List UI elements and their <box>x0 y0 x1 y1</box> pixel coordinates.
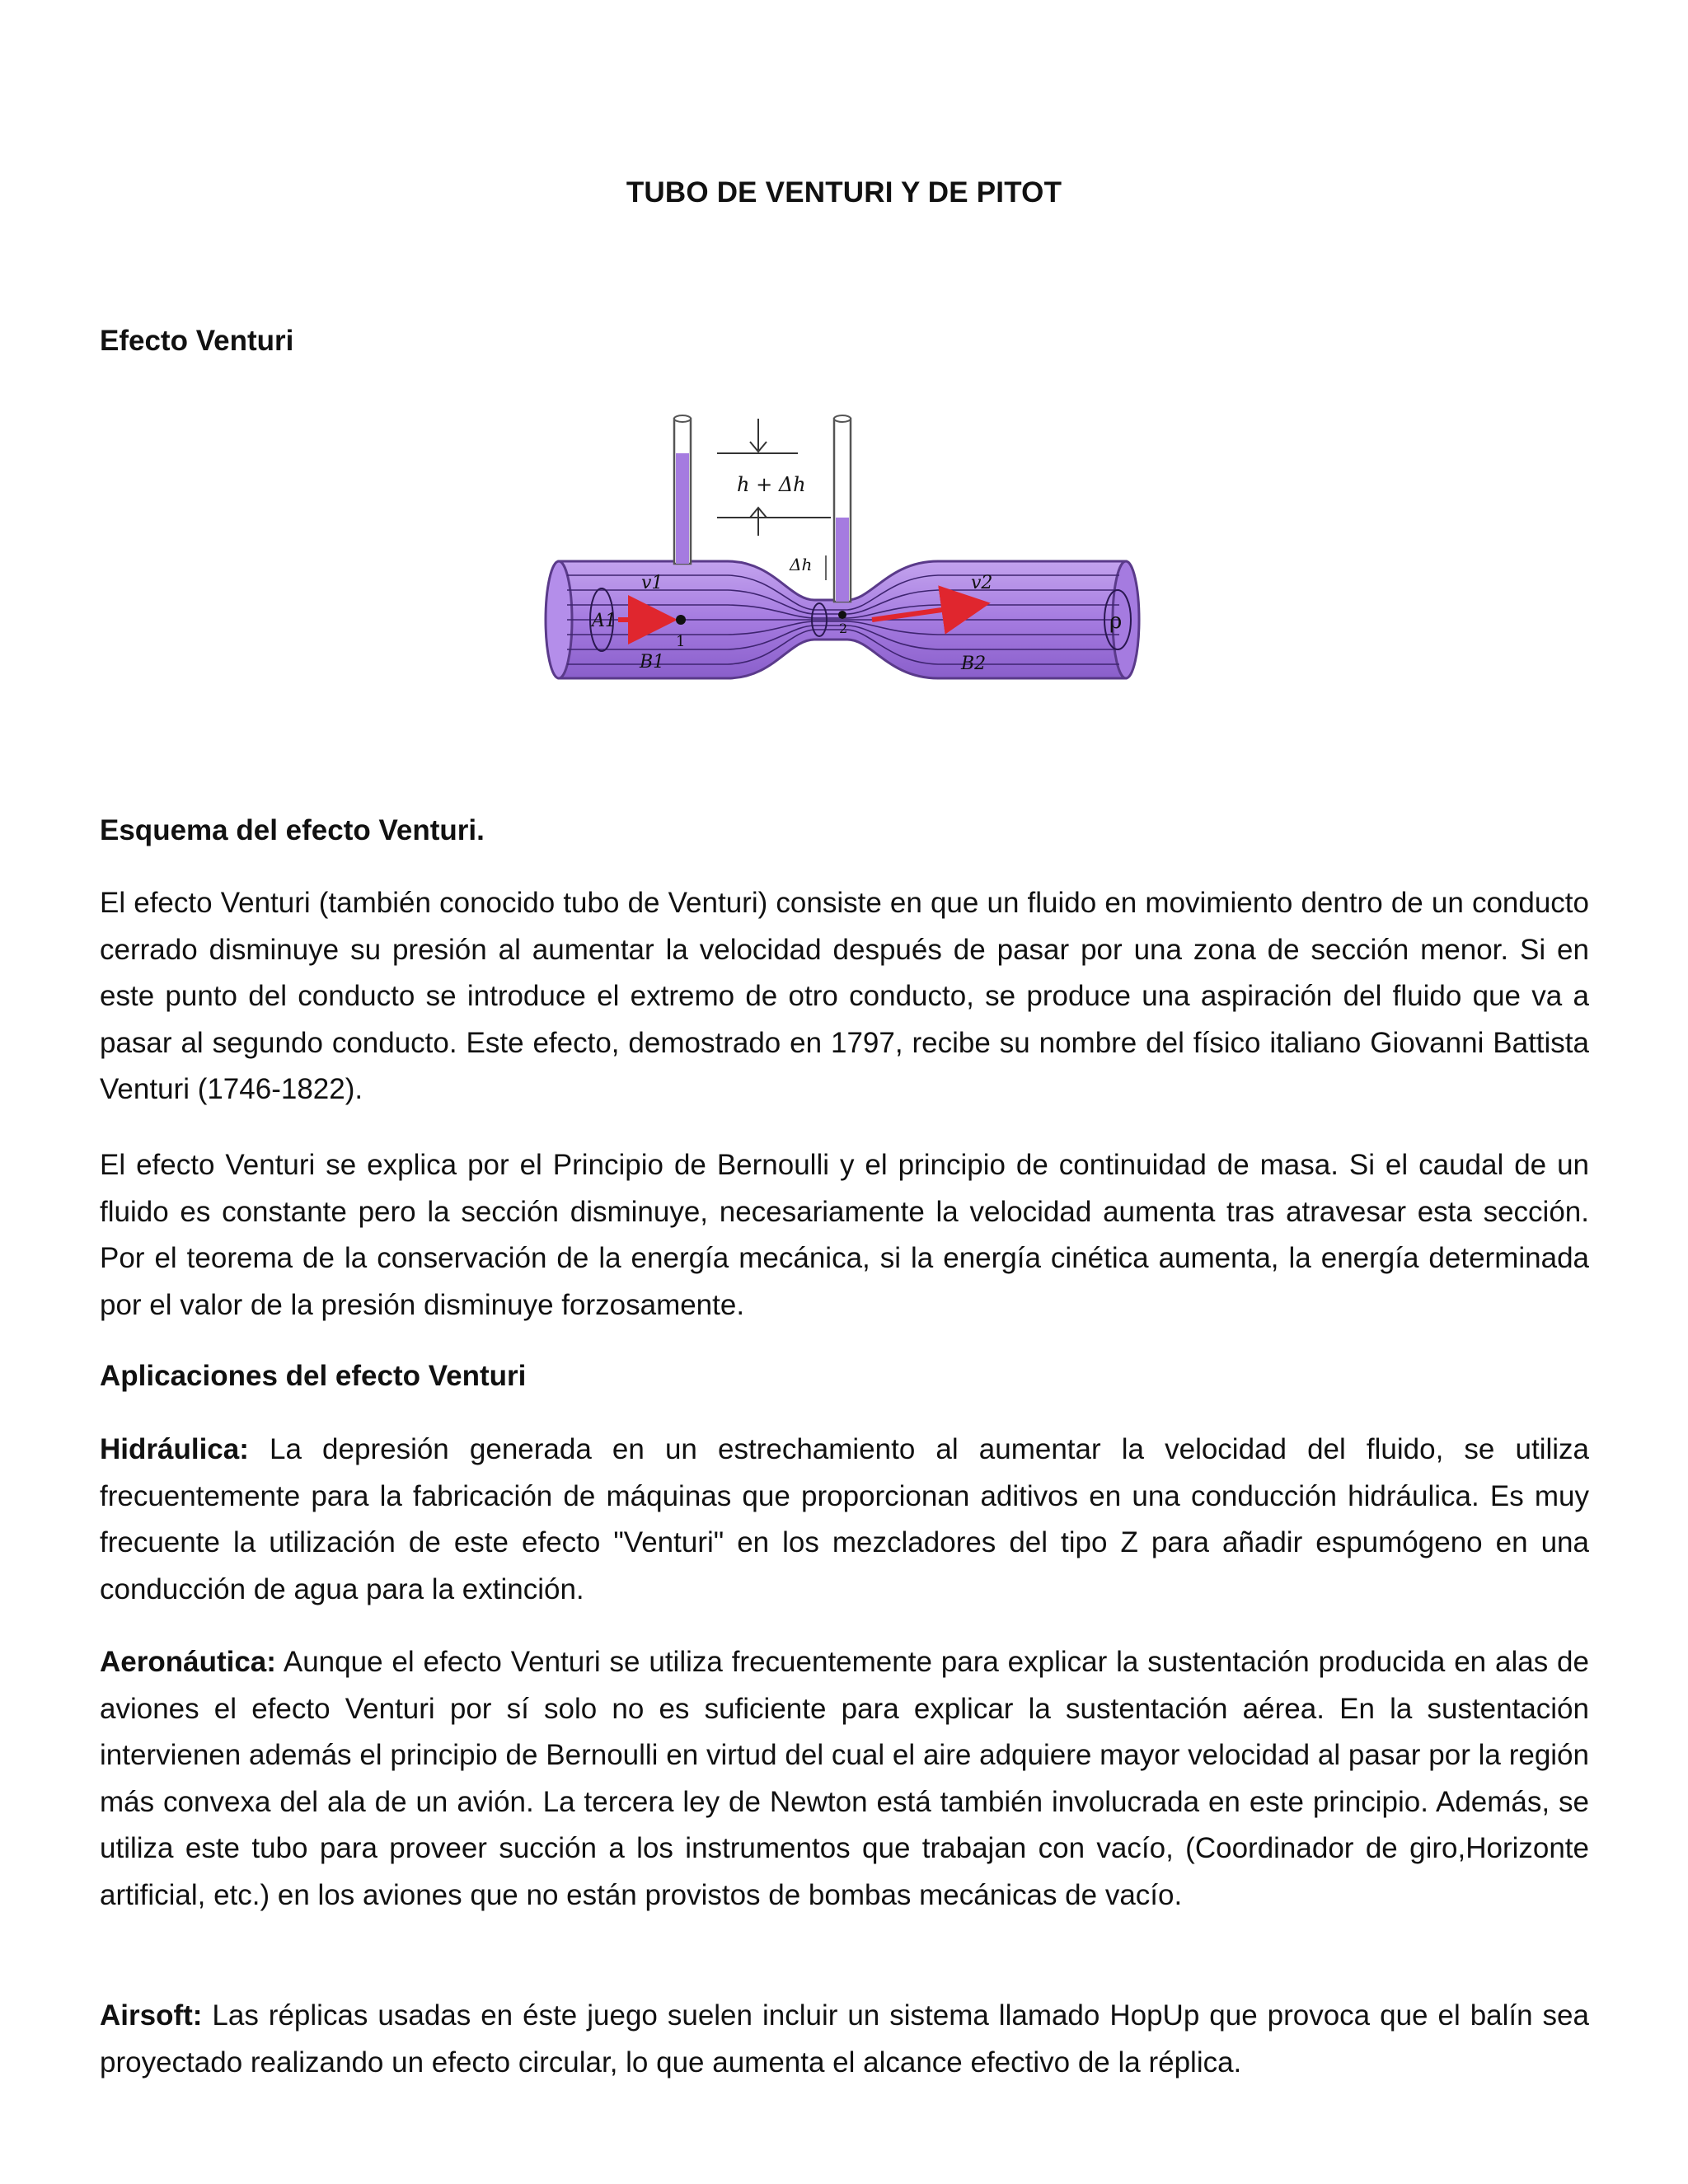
application-airsoft <box>100 1993 1589 2086</box>
b2-label: B2 <box>961 654 987 674</box>
a1-label: A1 <box>592 611 617 631</box>
point-2 <box>838 611 846 619</box>
application-lead: Hidráulica: <box>100 1433 249 1465</box>
venturi-diagram <box>542 394 1156 701</box>
point2-label: 2 <box>839 621 848 636</box>
delta-h-label: Δh <box>790 555 813 574</box>
application-lead: Aeronáutica: <box>100 1646 276 1678</box>
application-text: Las réplicas usadas en éste juego suelen incluir un sistema llamado HopUp que provoca que el balín sea proyectado realizando un efecto circular, lo que aumenta el alcance efectivo de la réplica. <box>100 1999 1589 2079</box>
application-text: La depresión generada en un estrechamiento al aumentar la velocidad del fluido, se utiliza frecuentemente para la fabricación de máquinas que proporcionan aditivos en una conducción hidráulica. Es muy frecuente la utilización de este efecto "Venturi" en los mezcladores del tipo Z para añadir espumógeno en una conducción de agua para la extinción. <box>100 1433 1589 1605</box>
rho-label: ρ <box>1109 609 1123 634</box>
b1-label: B1 <box>640 652 665 673</box>
section-heading: Efecto Venturi <box>100 325 294 357</box>
application-hidraulica <box>100 1427 1589 1613</box>
point1-label: 1 <box>676 633 686 650</box>
application-lead: Airsoft: <box>100 1999 203 2032</box>
figure-caption: Esquema del efecto Venturi. <box>100 814 485 846</box>
application-aeronautica <box>100 1639 1589 1919</box>
v2-label: v2 <box>971 573 993 593</box>
paragraph-definition: El efecto Venturi (también conocido tubo de Venturi) consiste en que un fluido en movimiento dentro de un conducto cerrado disminuye su presión al aumentar la velocidad después de pasar por una zona de sección menor. Si en este punto del conducto se introduce el extremo de otro conducto, se produce una aspiración del fluido que va a pasar al segundo conducto. Este efecto, demostrado en 1797, recibe su nombre del físico italiano Giovanni Battista Venturi (1746-1822). <box>100 887 1589 1105</box>
applications-heading: Aplicaciones del efecto Venturi <box>100 1360 527 1392</box>
page-title: TUBO DE VENTURI Y DE PITOT <box>626 176 1062 209</box>
application-text: Aunque el efecto Venturi se utiliza frecuentemente para explicar la sustentación producida en alas de aviones el efecto Venturi por sí solo no es suficiente para explicar la sustentación aérea. En la sustentación intervienen además el principio de Bernoulli en virtud del cual el aire adquiere mayor velocidad al pasar por la región más convexa del ala de un avión. La tercera ley de Newton está también involucrada en este principio. Además, se utiliza este tubo para proveer succión a los instrumentos que trabajan con vacío, (Coordinador de giro,Horizonte artificial, etc.) en los aviones que no están provistos de bombas mecánicas de vacío. <box>100 1646 1589 1911</box>
paragraph-explanation: El efecto Venturi se explica por el Principio de Bernoulli y el principio de continuidad de masa. Si el caudal de un fluido es constante pero la sección disminuye, necesariamente la velocidad aumenta tras atravesar esta sección. Por el teorema de la conservación de la energía mecánica, si la energía cinética aumenta, la energía determinada por el valor de la presión disminuye forzosamente. <box>100 1149 1589 1321</box>
height-label: h + Δh <box>737 473 806 496</box>
point-1 <box>676 615 686 625</box>
v1-label: v1 <box>641 573 663 593</box>
